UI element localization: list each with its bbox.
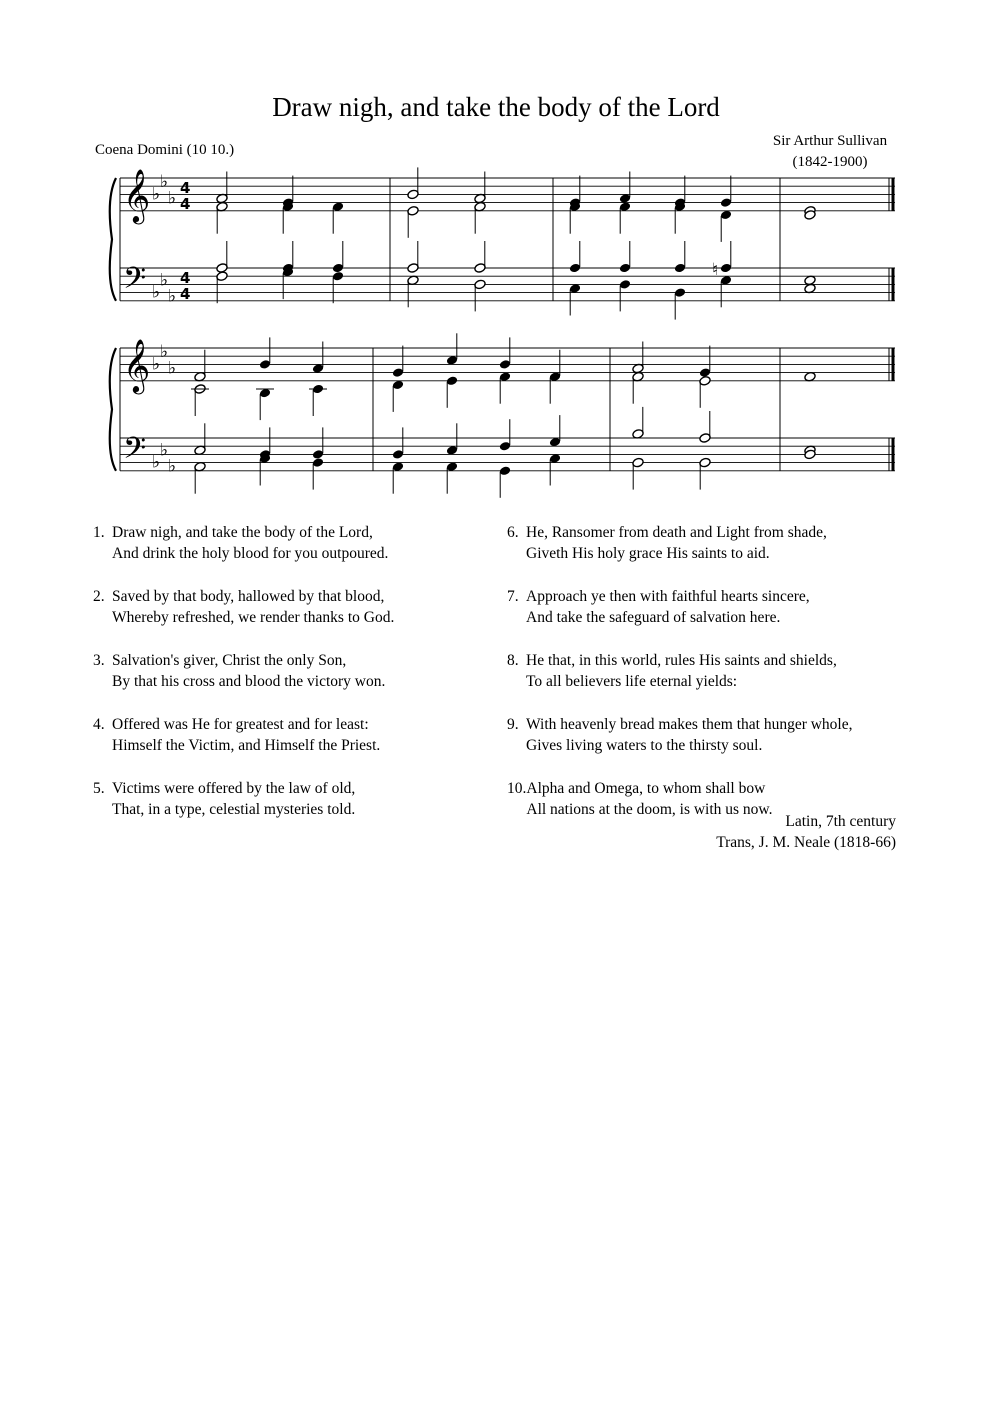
- time-signature-top: 4: [180, 179, 191, 197]
- verse-line: And take the safeguard of salvation here.: [526, 609, 781, 626]
- text-source: Latin, 7th century: [785, 813, 896, 830]
- verse-line: Gives living waters to the thirsty soul.: [526, 737, 763, 754]
- verse-7: [507, 586, 853, 628]
- verse-2: [93, 586, 394, 628]
- verse-number: 8.: [507, 652, 519, 669]
- verse-line: By that his cross and blood the victory won.: [112, 673, 386, 690]
- verse-number: 7.: [507, 588, 519, 605]
- bass-clef-icon: 𝄢: [123, 432, 147, 473]
- bass-clef-icon: 𝄢: [123, 262, 147, 303]
- natural-icon: ♮: [712, 260, 719, 280]
- time-signature-bottom: 4: [180, 285, 191, 303]
- time-signature-top: 4: [180, 269, 191, 287]
- flat-icon: ♭: [152, 452, 161, 473]
- verse-line: Whereby refreshed, we render thanks to God.: [112, 609, 395, 626]
- verse-line: He that, in this world, rules His saints and shields,: [526, 652, 837, 669]
- verse-line: Approach ye then with faithful hearts sincere,: [526, 588, 810, 605]
- flat-icon: ♭: [168, 188, 177, 209]
- final-barline: [892, 178, 895, 211]
- brace-icon: [110, 178, 116, 301]
- verse-line: With heavenly bread makes them that hunger whole,: [526, 716, 853, 733]
- final-barline: [892, 268, 895, 301]
- translator-credit: Trans, J. M. Neale (1818-66): [716, 834, 896, 851]
- verse-number: 6.: [507, 524, 519, 541]
- flat-icon: ♭: [152, 282, 161, 303]
- text-credits: [716, 811, 896, 853]
- flat-icon: ♭: [160, 440, 169, 461]
- verse-5: [93, 778, 394, 820]
- verse-9: [507, 714, 853, 756]
- page-title: Draw nigh, and take the body of the Lord: [272, 92, 720, 122]
- verses-right-column: [507, 522, 853, 842]
- verse-line: Saved by that body, hallowed by that blood,: [112, 588, 385, 605]
- verse-number: 2.: [93, 588, 105, 605]
- verse-line: To all believers life eternal yields:: [526, 673, 738, 690]
- flat-icon: ♭: [160, 270, 169, 291]
- tune-name: Coena Domini (10 10.): [95, 142, 235, 158]
- composer-dates: (1842-1900): [792, 154, 868, 170]
- composer-name: Sir Arthur Sullivan: [772, 133, 888, 149]
- verse-number: 4.: [93, 716, 105, 733]
- verse-line: All nations at the doom, is with us now.: [526, 801, 773, 818]
- verse-3: [93, 650, 394, 692]
- verse-line: And drink the holy blood for you outpoured.: [112, 545, 389, 562]
- verse-number: 3.: [93, 652, 105, 669]
- final-barline: [892, 438, 895, 471]
- flat-icon: ♭: [168, 358, 177, 379]
- verse-number: 5.: [93, 780, 105, 797]
- flat-icon: ♭: [160, 172, 169, 193]
- flat-icon: ♭: [168, 456, 177, 477]
- verse-line: Victims were offered by the law of old,: [112, 780, 356, 797]
- verse-line: Salvation's giver, Christ the only Son,: [112, 652, 347, 669]
- verse-number: 10.: [507, 780, 527, 797]
- flat-icon: ♭: [152, 354, 161, 375]
- verse-6: [507, 522, 853, 564]
- verse-4: [93, 714, 394, 756]
- verse-line: Offered was He for greatest and for least:: [112, 716, 369, 733]
- final-barline: [892, 348, 895, 381]
- verse-number: 9.: [507, 716, 519, 733]
- flat-icon: ♭: [160, 342, 169, 363]
- flat-icon: ♭: [152, 184, 161, 205]
- verse-line: Draw nigh, and take the body of the Lord,: [112, 524, 373, 541]
- verse-line: That, in a type, celestial mysteries told.: [112, 801, 356, 818]
- treble-clef-icon: 𝄞: [123, 168, 151, 222]
- verse-1: [93, 522, 394, 564]
- music-score: [0, 0, 992, 520]
- brace-icon: [110, 348, 116, 471]
- verses-left-column: [93, 522, 394, 842]
- verse-8: [507, 650, 853, 692]
- verse-line: He, Ransomer from death and Light from shade,: [526, 524, 827, 541]
- verse-number: 1.: [93, 524, 105, 541]
- verse-line: Himself the Victim, and Himself the Priest.: [112, 737, 381, 754]
- treble-clef-icon: 𝄞: [123, 338, 151, 392]
- verse-line: Giveth His holy grace His saints to aid.: [526, 545, 770, 562]
- time-signature-bottom: 4: [180, 195, 191, 213]
- flat-icon: ♭: [168, 286, 177, 307]
- verse-line: Alpha and Omega, to whom shall bow: [526, 780, 766, 797]
